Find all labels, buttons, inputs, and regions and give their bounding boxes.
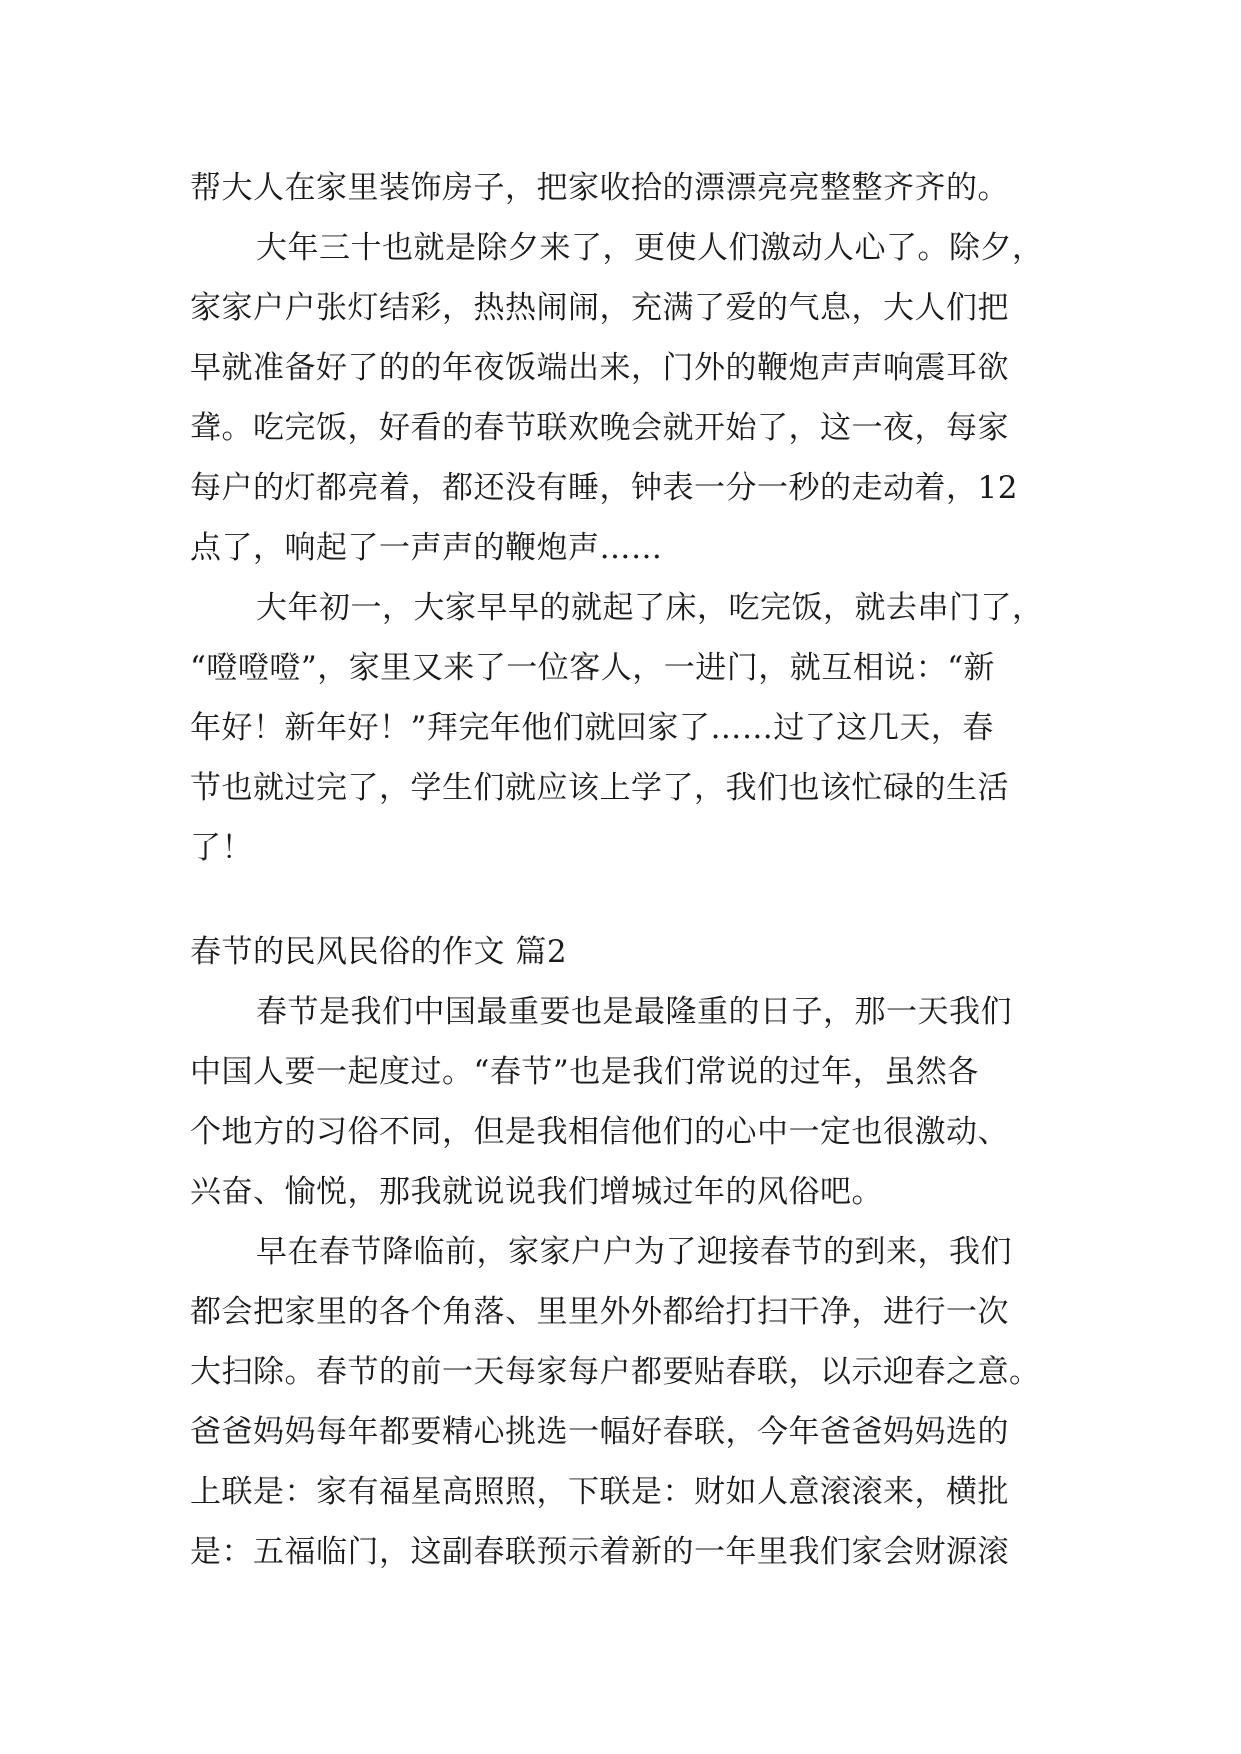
text-line: 大年初一，大家早早的就起了床，吃完饭，就去串门了， [256,590,1044,626]
text-line: 都会把家里的各个角落、里里外外都给打扫干净，进行一次 [190,1294,1009,1330]
text-line: 早在春节降临前，家家户户为了迎接春节的到来，我们 [256,1234,1012,1270]
text-line: 家家户户张灯结彩，热热闹闹，充满了爱的气息，大人们把 [190,290,1009,326]
text-line: 大年三十也就是除夕来了，更使人们激动人心了。除夕， [256,230,1044,266]
text-line: 是：五福临门，这副春联预示着新的一年里我们家会财源滚 [190,1534,1009,1570]
text-line: 帮大人在家里装饰房子，把家收拾的漂漂亮亮整整齐齐的。 [190,170,1009,206]
text-line: 年好！新年好！”拜完年他们就回家了……过了这几天，春 [190,710,994,746]
text-line: 节也就过完了，学生们就应该上学了，我们也该忙碌的生活 [190,770,1009,806]
text-line: 每户的灯都亮着，都还没有睡，钟表一分一秒的走动着，12 [190,470,1018,506]
document-body [190,158,1058,1582]
text-line: 个地方的习俗不同，但是我相信他们的心中一定也很激动、 [190,1114,1009,1150]
text-line: 聋。吃完饭，好看的春节联欢晚会就开始了，这一夜，每家 [190,410,1009,446]
text-line: 兴奋、愉悦，那我就说说我们增城过年的风俗吧。 [190,1174,883,1210]
text-line: 大扫除。春节的前一天每家每户都要贴春联，以示迎春之意。 [190,1354,1041,1390]
text-line: 春节是我们中国最重要也是最隆重的日子，那一天我们 [256,994,1012,1030]
text-line: 点了，响起了一声声的鞭炮声…… [190,530,663,566]
paragraph-new-year-eve [190,218,1058,578]
section-heading: 春节的民风民俗的作文 篇2 [190,934,568,970]
text-line: 早就准备好了的的年夜饭端出来，门外的鞭炮声声响震耳欲 [190,350,1009,386]
text-line: 爸爸妈妈每年都要精心挑选一幅好春联，今年爸爸妈妈选的 [190,1414,1009,1450]
text-line: 上联是：家有福星高照照，下联是：财如人意滚滚来，横批 [190,1474,1009,1510]
text-line: “噔噔噔”，家里又来了一位客人，一进门，就互相说：“新 [190,650,996,686]
text-line: 了！ [190,830,253,866]
paragraph-continuation [190,158,1058,218]
paragraph-new-year-day [190,578,1058,878]
text-line: 中国人要一起度过。“春节”也是我们常说的过年，虽然各 [190,1054,979,1090]
paragraph-spring-festival-intro [190,982,1058,1222]
paragraph-preparations [190,1222,1058,1582]
